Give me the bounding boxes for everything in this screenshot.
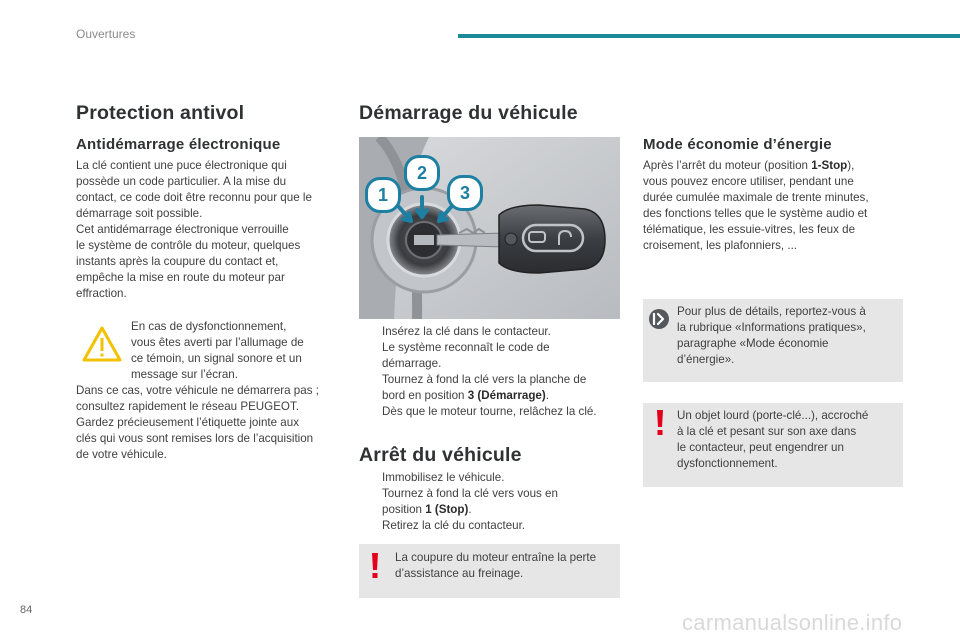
position-label-1: 1 xyxy=(365,177,401,213)
title-mode-economie: Mode économie d’énergie xyxy=(643,136,832,153)
list-item: Immobilisez le véhicule. xyxy=(382,471,505,484)
watermark: carmanualsonline.info xyxy=(682,610,903,635)
page-number: 84 xyxy=(20,604,33,616)
ignition-key-photo xyxy=(359,137,620,319)
subtitle-antidemarrage: Antidémarrage électronique xyxy=(76,136,281,153)
exclamation-icon xyxy=(367,552,383,580)
list-item: Insérez la clé dans le contacteur. Le système reconnaît le code de démarrage. xyxy=(382,325,551,370)
warning-message: En cas de dysfonctionnement, vous êtes averti par l’allumage de ce témoin, un signal sonore et un message sur l’écran. xyxy=(131,320,304,381)
info-box: Pour plus de détails, reportez-vous à la rubrique «Informations pratiques», paragraphe «Mode économie d’énergie». xyxy=(643,299,903,382)
list-item: Dès que le moteur tourne, relâchez la clé. xyxy=(382,405,597,418)
start-steps-list xyxy=(359,324,629,420)
exclamation-icon xyxy=(652,409,668,437)
list-item: Tournez à fond la clé vers la planche de bord en position 3 (Démarrage). xyxy=(382,373,587,402)
position-label-2: 2 xyxy=(404,155,440,191)
brake-alert-box: La coupure du moteur entraîne la perte d’assistance au freinage. xyxy=(359,544,620,598)
title-arret: Arrêt du véhicule xyxy=(359,444,522,466)
title-demarrage: Démarrage du véhicule xyxy=(359,102,578,124)
header-accent-bar xyxy=(458,34,960,38)
key-weight-alert-box: Un objet lourd (porte-clé...), accroché à la clé et pesant sur son axe dans le contacteur, peut engendrer un dysfonctionnement. xyxy=(643,403,903,487)
title-protection-antivol: Protection antivol xyxy=(76,102,245,124)
mode-economie-paragraph: Après l’arrêt du moteur (position 1-Stop), vous pouvez encore utiliser, pendant une durée cumulée maximale de trente minutes, des fonctions telles que le système audio et télématique, les essuie-vitres, les feux de croisement, les plafonniers, ... xyxy=(643,159,869,252)
section-header: Ouvertures xyxy=(76,27,136,41)
next-arrow-icon xyxy=(649,309,669,329)
antidemarrage-paragraph-2: Dans ce cas, votre véhicule ne démarrera pas ; consultez rapidement le réseau PEUGEOT. Gardez précieusement l’étiquette jointe aux clés qui vous sont remises lors de l’acquisition de votre véhicule. xyxy=(76,384,319,461)
stop-steps-list xyxy=(359,470,629,534)
warning-triangle-icon xyxy=(82,326,122,362)
position-label-3: 3 xyxy=(447,175,483,211)
list-item: Tournez à fond la clé vers vous en position 1 (Stop). xyxy=(382,487,558,516)
antidemarrage-paragraph: La clé contient une puce électronique qui possède un code particulier. A la mise du contact, ce code doit être reconnu pour que le démarrage soit possible. Cet antidémarrage électronique verrouille le système de contrôle du moteur, quelques instants après la coupure du contact et, empêche la mise en route du moteur par effraction. xyxy=(76,159,312,300)
list-item: Retirez la clé du contacteur. xyxy=(382,519,526,532)
